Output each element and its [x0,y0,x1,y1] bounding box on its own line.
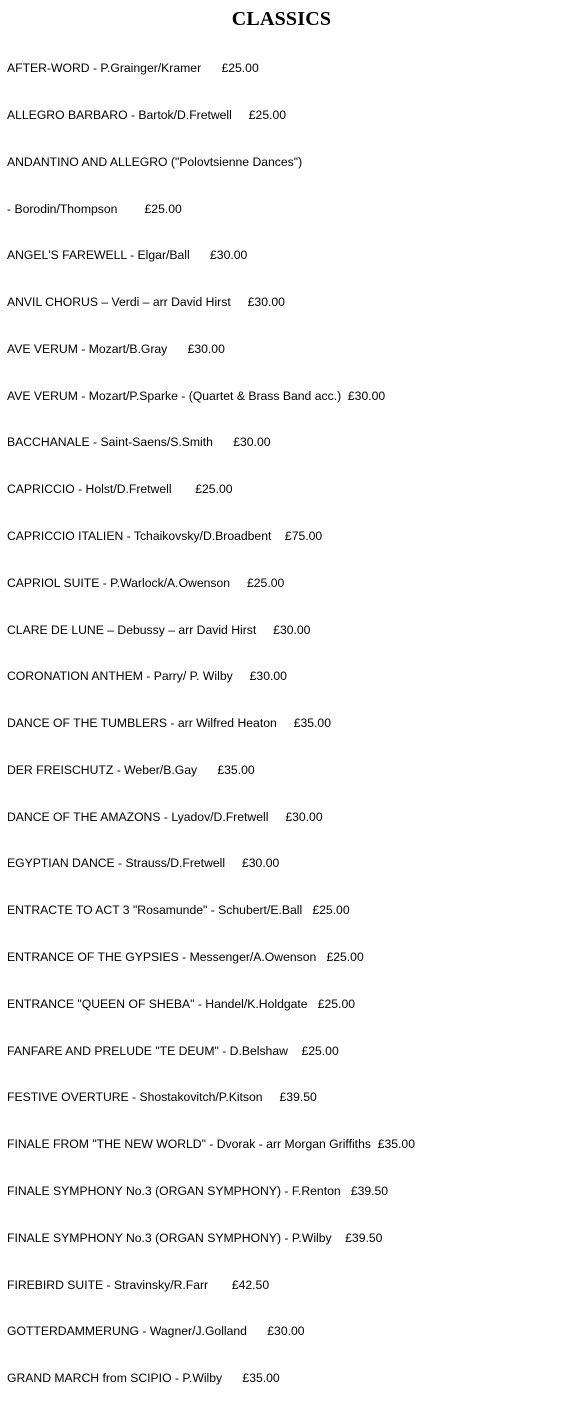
list-item: CAPRIOL SUITE - P.Warlock/A.Owenson £25.00 [7,575,285,590]
classics-list [7,30,415,1418]
list-item: DER FREISCHUTZ - Weber/B.Gay £35.00 [7,762,255,777]
list-item: FINALE FROM "THE NEW WORLD" - Dvorak - arr Morgan Griffiths £35.00 [7,1137,415,1152]
page-title: CLASSICS [231,8,332,30]
list-item: FINALE SYMPHONY No.3 (ORGAN SYMPHONY) - F.Renton £39.50 [7,1183,389,1198]
list-item: ANGEL'S FAREWELL - Elgar/Ball £30.00 [7,248,248,263]
list-item: FIREBIRD SUITE - Stravinsky/R.Farr £42.50 [7,1277,270,1292]
list-item: GOTTERDAMMERUNG - Wagner/J.Golland £30.00 [7,1324,305,1339]
list-item: ENTRANCE OF THE GYPSIES - Messenger/A.Owenson £25.00 [7,950,364,965]
list-item: CAPRICCIO - Holst/D.Fretwell £25.00 [7,482,233,497]
list-item: CORONATION ANTHEM - Parry/ P. Wilby £30.00 [7,669,287,684]
list-item: - Borodin/Thompson £25.00 [7,201,182,216]
list-item: EGYPTIAN DANCE - Strauss/D.Fretwell £30.00 [7,856,280,871]
list-item: ENTRACTE TO ACT 3 "Rosamunde" - Schubert/E.Ball £25.00 [7,903,350,918]
list-item: ENTRANCE "QUEEN OF SHEBA" - Handel/K.Holdgate £25.00 [7,996,356,1011]
list-item: ANDANTINO AND ALLEGRO ("Polovtsienne Dances") [7,154,303,169]
list-item: AVE VERUM - Mozart/P.Sparke - (Quartet & Brass Band acc.) £30.00 [7,388,386,403]
list-item: CLARE DE LUNE – Debussy – arr David Hirst £30.00 [7,622,311,637]
list-item: FANFARE AND PRELUDE "TE DEUM" - D.Belshaw £25.00 [7,1043,339,1058]
list-item: AFTER-WORD - P.Grainger/Kramer £25.00 [7,61,259,76]
list-item: ANVIL CHORUS – Verdi – arr David Hirst £30.00 [7,295,285,310]
list-item: CAPRICCIO ITALIEN - Tchaikovsky/D.Broadbent £75.00 [7,529,323,543]
list-item: AVE VERUM - Mozart/B.Gray £30.00 [7,341,225,356]
list-item: FESTIVE OVERTURE - Shostakovitch/P.Kitson £39.50 [7,1090,317,1105]
list-item: DANCE OF THE TUMBLERS - arr Wilfred Heaton £35.00 [7,716,331,731]
list-item: BACCHANALE - Saint-Saens/S.Smith £30.00 [7,435,271,450]
list-item: DANCE OF THE AMAZONS - Lyadov/D.Fretwell £30.00 [7,809,323,824]
list-item: GRAND MARCH from SCIPIO - P.Wilby £35.00 [7,1371,280,1386]
list-item: FINALE SYMPHONY No.3 (ORGAN SYMPHONY) - P.Wilby £39.50 [7,1230,383,1245]
list-item: ALLEGRO BARBARO - Bartok/D.Fretwell £25.00 [7,107,287,122]
